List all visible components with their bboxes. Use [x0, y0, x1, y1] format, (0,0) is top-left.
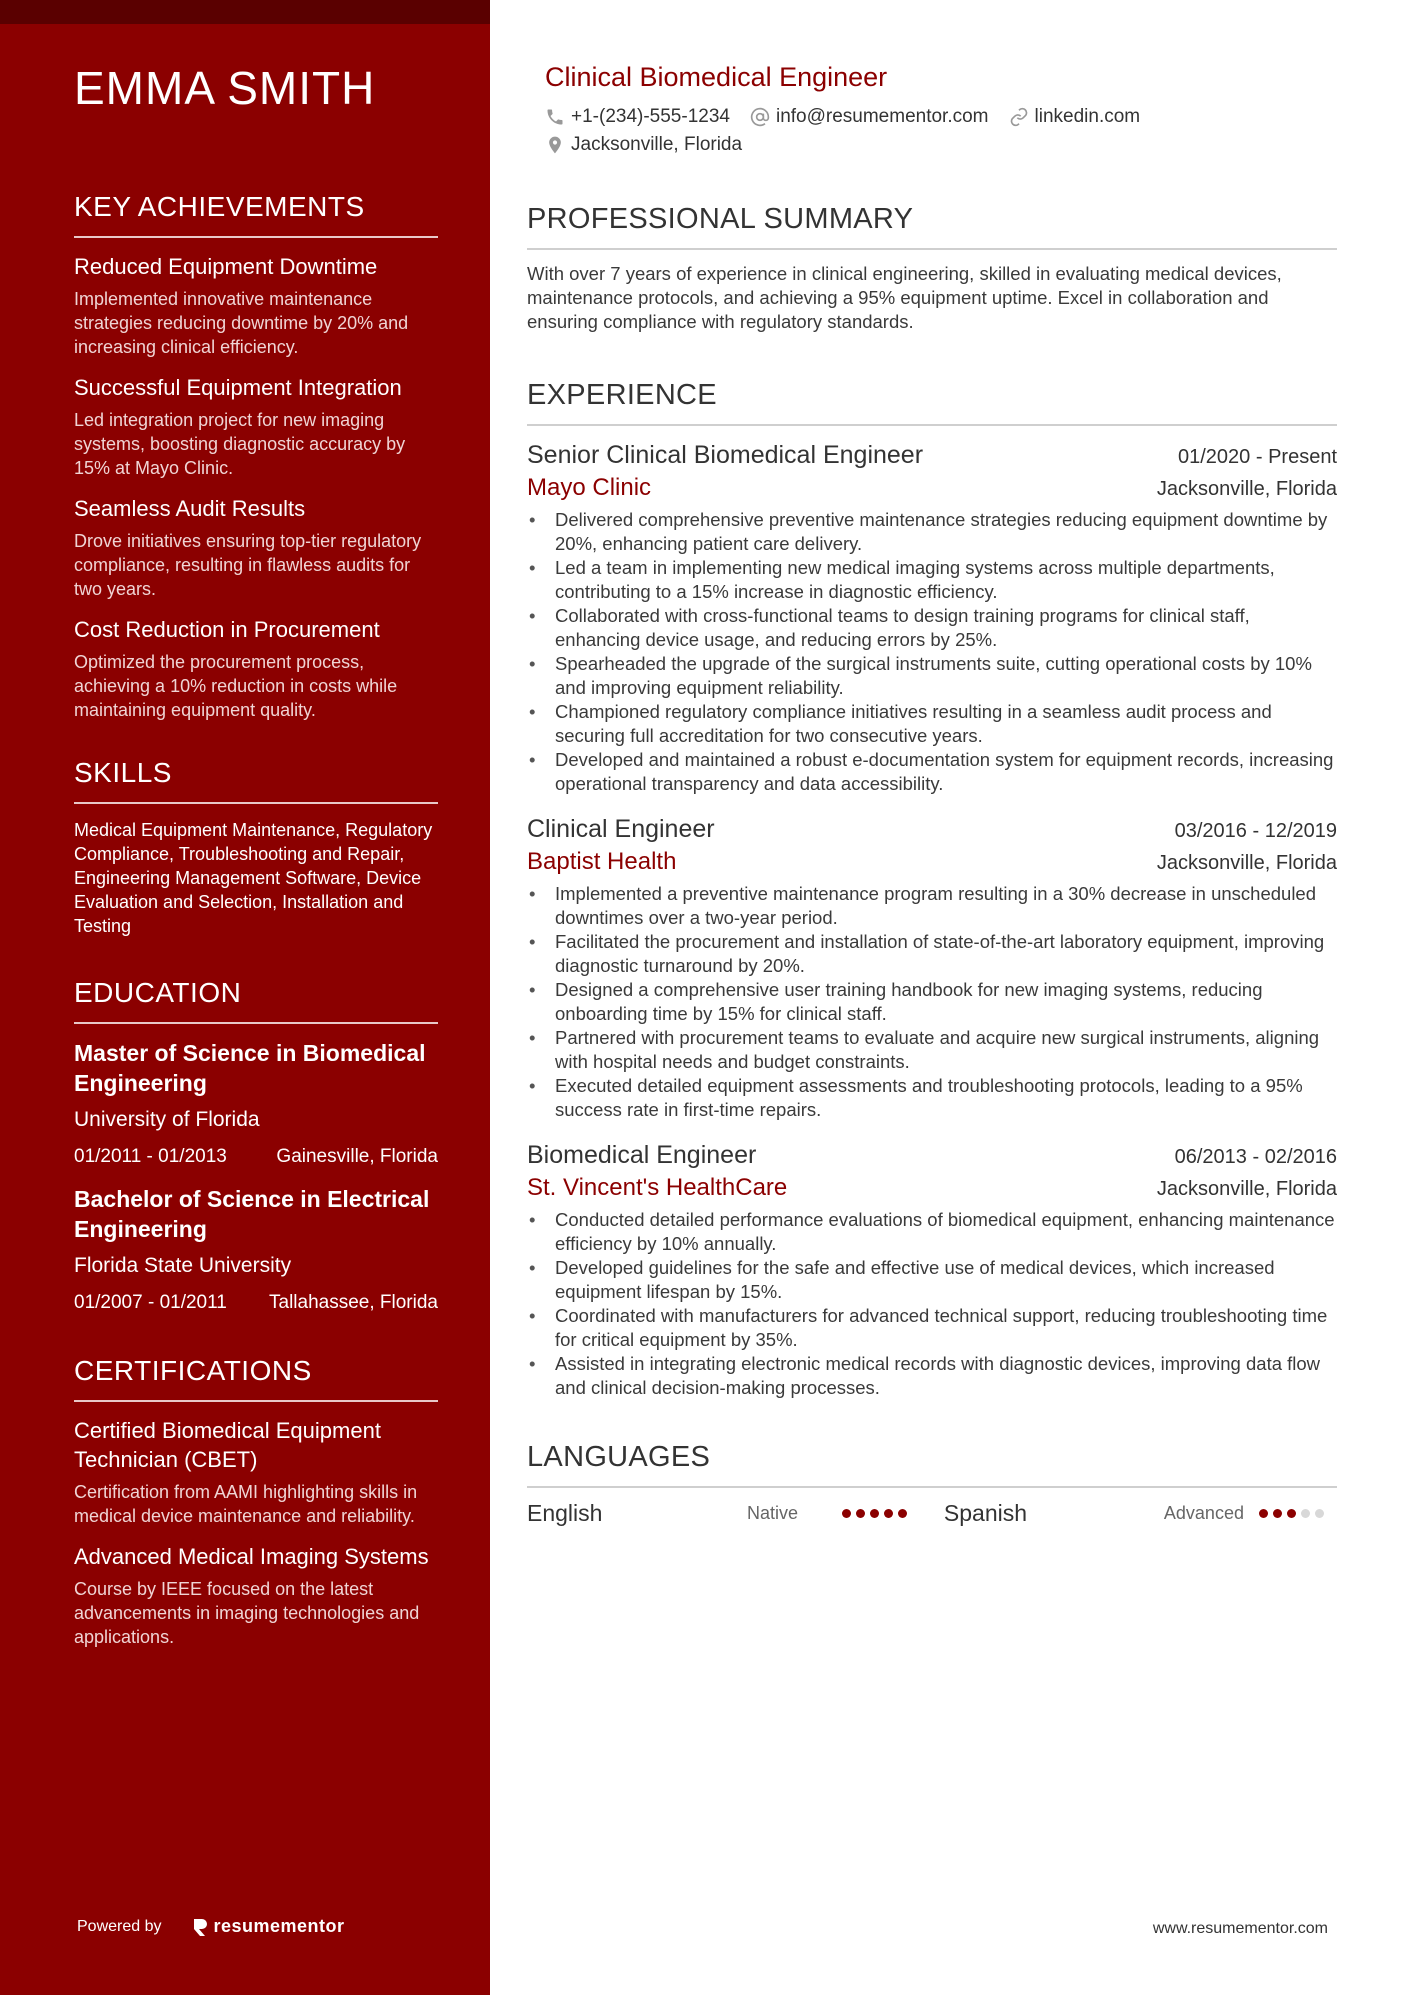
candidate-name: EMMA SMITH: [74, 62, 376, 114]
email-text: info@resumementor.com: [775, 106, 989, 127]
powered-by-label: Powered by: [77, 1917, 162, 1935]
experience-bullet: • Championed regulatory compliance initiatives resulting in a seamless audit process and securing full accreditation for two consecutive years.: [527, 700, 1337, 748]
experience-subheader: [527, 1172, 1337, 1204]
experience-header: [527, 812, 1337, 846]
experience-role: Biomedical Engineer: [527, 1141, 757, 1169]
phone-icon: [545, 107, 565, 127]
education-section: [74, 976, 438, 1316]
skills-section: [74, 756, 438, 938]
achievement-description: Implemented innovative maintenance strategies reducing downtime by 20% and increasing clinical efficiency.: [74, 289, 409, 357]
rating-dot-empty: [1315, 1509, 1324, 1518]
certifications-section: [74, 1354, 438, 1649]
experience-bullet: • Coordinated with manufacturers for advanced technical support, reducing troubleshooting time for critical equipment by 35%.: [527, 1304, 1337, 1352]
certifications-heading: CERTIFICATIONS: [74, 1354, 438, 1402]
rating-dot-filled: [1259, 1509, 1268, 1518]
achievement-item: [74, 494, 438, 601]
headline: Clinical Biomedical Engineer: [545, 62, 888, 92]
education-dates: 01/2007 - 01/2011: [74, 1292, 227, 1313]
certification-item: [74, 1416, 438, 1528]
experience-company: St. Vincent's HealthCare: [527, 1174, 788, 1201]
experience-bullets: [527, 1208, 1337, 1400]
certification-description: Course by IEEE focused on the latest advancements in imaging technologies and applications.: [74, 1579, 420, 1647]
language-level: Advanced: [1163, 1503, 1244, 1523]
education-item: [74, 1038, 438, 1170]
certification-item: [74, 1542, 438, 1649]
contact-row-1: [545, 104, 1337, 130]
contact-row-2: [545, 132, 1337, 158]
experience-company: Baptist Health: [527, 848, 677, 875]
experience-location: Jacksonville, Florida: [1156, 478, 1337, 500]
education-list: [74, 1038, 438, 1316]
rating-dot-filled: [884, 1509, 893, 1518]
skills-text: Medical Equipment Maintenance, Regulatory Compliance, Troubleshooting and Repair, Engineering Management Software, Device Evaluation and Selection, Installation and Testing: [74, 820, 433, 936]
education-location: Tallahassee, Florida: [269, 1292, 438, 1313]
sidebar-top-bar: [0, 0, 490, 24]
sidebar-content: [74, 60, 438, 1649]
achievement-title: Successful Equipment Integration: [74, 375, 402, 400]
achievements-section: [74, 190, 438, 722]
skills-heading: SKILLS: [74, 756, 438, 804]
language-item: [944, 1500, 1337, 1527]
experience-role: Senior Clinical Biomedical Engineer: [527, 441, 924, 469]
experience-dates: 06/2013 - 02/2016: [1174, 1146, 1337, 1168]
education-degree: Master of Science in Biomedical Engineering: [74, 1040, 426, 1096]
sidebar: [0, 0, 490, 1995]
achievements-heading: KEY ACHIEVEMENTS: [74, 190, 438, 238]
resumementor-logo-icon: [192, 1917, 208, 1937]
achievement-description: Optimized the procurement process, achieving a 10% reduction in costs while maintaining equipment quality.: [74, 652, 398, 720]
experience-bullet: • Delivered comprehensive preventive maintenance strategies reducing equipment downtime by 20%, enhancing patient care delivery.: [527, 508, 1337, 556]
experience-subheader: [527, 846, 1337, 878]
education-meta: [74, 1144, 438, 1170]
certification-title: Advanced Medical Imaging Systems: [74, 1544, 429, 1569]
language-level: Native: [747, 1503, 799, 1523]
experience-role: Clinical Engineer: [527, 815, 715, 843]
achievements-list: [74, 252, 438, 722]
experience-bullet: • Collaborated with cross-functional teams to design training programs for clinical staff, enhancing device usage, and reducing errors by 25%.: [527, 604, 1337, 652]
summary-section: [527, 202, 1337, 334]
location-text: Jacksonville, Florida: [571, 134, 743, 155]
rating-dot-filled: [856, 1509, 865, 1518]
education-heading: EDUCATION: [74, 976, 438, 1024]
language-item: [527, 1500, 930, 1527]
experience-bullet: • Executed detailed equipment assessments and troubleshooting protocols, leading to a 95% success rate in first-time repairs.: [527, 1074, 1337, 1122]
location-pin-icon: [545, 135, 565, 155]
powered-by-brand: resumementor: [213, 1916, 345, 1936]
languages-heading: LANGUAGES: [527, 1440, 1337, 1488]
contact-email[interactable]: [750, 104, 989, 130]
contact-linkedin[interactable]: [1009, 104, 1141, 130]
language-name: English: [527, 1500, 603, 1526]
footer-url[interactable]: www.resumementor.com: [1152, 1920, 1328, 1937]
experience-bullet: • Led a team in implementing new medical imaging systems across multiple departments, contributing to a 15% increase in diagnostic efficiency.: [527, 556, 1337, 604]
rating-dot-filled: [842, 1509, 851, 1518]
experience-location: Jacksonville, Florida: [1156, 852, 1337, 874]
achievement-title: Cost Reduction in Procurement: [74, 617, 380, 642]
linkedin-text: linkedin.com: [1034, 106, 1141, 127]
experience-heading: EXPERIENCE: [527, 378, 1337, 426]
powered-by: [77, 1916, 345, 1937]
rating-dot-filled: [870, 1509, 879, 1518]
experience-bullet: • Partnered with procurement teams to evaluate and acquire new surgical instruments, aligning with hospital needs and budget constraints.: [527, 1026, 1337, 1074]
achievement-description: Drove initiatives ensuring top-tier regulatory compliance, resulting in flawless audits for two years.: [74, 531, 422, 599]
education-item: [74, 1184, 438, 1316]
education-school: University of Florida: [74, 1108, 260, 1131]
education-degree: Bachelor of Science in Electrical Engineering: [74, 1186, 430, 1242]
contact-location: [545, 132, 742, 158]
language-name: Spanish: [943, 1500, 1028, 1526]
contact-phone[interactable]: [545, 104, 730, 130]
experience-bullet: • Spearheaded the upgrade of the surgical instruments suite, cutting operational costs by 10% and improving equipment reliability.: [527, 652, 1337, 700]
certification-description: Certification from AAMI highlighting skills in medical device maintenance and reliability.: [74, 1482, 418, 1526]
experience-bullet: • Facilitated the procurement and installation of state-of-the-art laboratory equipment, improving diagnostic turnaround by 20%.: [527, 930, 1337, 978]
experience-header: [527, 438, 1337, 472]
achievement-title: Reduced Equipment Downtime: [74, 254, 378, 279]
experience-item: [527, 438, 1337, 796]
rating-dot-filled: [1287, 1509, 1296, 1518]
experience-bullets: [527, 508, 1337, 796]
experience-subheader: [527, 472, 1337, 504]
rating-dot-empty: [1301, 1509, 1310, 1518]
achievement-item: [74, 373, 438, 480]
summary-heading: PROFESSIONAL SUMMARY: [527, 202, 1337, 250]
education-school: Florida State University: [74, 1254, 292, 1277]
achievement-description: Led integration project for new imaging systems, boosting diagnostic accuracy by 15% at Mayo Clinic.: [74, 410, 406, 478]
experience-dates: 01/2020 - Present: [1178, 446, 1337, 468]
experience-bullet: • Developed guidelines for the safe and effective use of medical devices, which increased equipment lifespan by 15%.: [527, 1256, 1337, 1304]
achievement-item: [74, 252, 438, 359]
experience-bullets: [527, 882, 1337, 1122]
achievement-title: Seamless Audit Results: [74, 496, 306, 521]
summary-text: With over 7 years of experience in clinical engineering, skilled in evaluating medical devices, maintenance protocols, and achieving a 95% equipment uptime. Excel in collaboration and ensuring compliance with regulatory standards.: [527, 263, 1282, 332]
at-sign-icon: [750, 107, 770, 127]
language-rating: [1259, 1509, 1329, 1518]
experience-list: [527, 438, 1337, 1400]
experience-location: Jacksonville, Florida: [1156, 1178, 1337, 1200]
experience-bullet: • Implemented a preventive maintenance program resulting in a 30% decrease in unscheduled downtimes over a two-year period.: [527, 882, 1337, 930]
experience-item: [527, 1138, 1337, 1400]
link-icon: [1009, 107, 1029, 127]
experience-company: Mayo Clinic: [527, 474, 652, 501]
experience-section: [527, 378, 1337, 1400]
languages-section: [527, 1440, 1337, 1527]
languages-list: [527, 1500, 1337, 1527]
education-location: Gainesville, Florida: [276, 1146, 438, 1167]
experience-bullet: • Designed a comprehensive user training handbook for new imaging systems, reducing onboarding time by 15% for clinical staff.: [527, 978, 1337, 1026]
experience-dates: 03/2016 - 12/2019: [1174, 820, 1337, 842]
achievement-item: [74, 615, 438, 722]
experience-bullet: • Conducted detailed performance evaluations of biomedical equipment, enhancing maintenance efficiency by 10% annually.: [527, 1208, 1337, 1256]
experience-bullet: • Assisted in integrating electronic medical records with diagnostic devices, improving data flow and clinical decision-making processes.: [527, 1352, 1337, 1400]
education-meta: [74, 1290, 438, 1316]
experience-bullet: • Developed and maintained a robust e-documentation system for equipment records, increasing operational transparency and data accessibility.: [527, 748, 1337, 796]
experience-header: [527, 1138, 1337, 1172]
certification-title: Certified Biomedical Equipment Technician (CBET): [74, 1418, 381, 1472]
language-rating: [842, 1509, 912, 1518]
main-content: [527, 60, 1337, 1527]
rating-dot-filled: [898, 1509, 907, 1518]
phone-text: +1-(234)-555-1234: [571, 106, 730, 127]
rating-dot-filled: [1273, 1509, 1282, 1518]
education-dates: 01/2011 - 01/2013: [74, 1146, 227, 1167]
experience-item: [527, 812, 1337, 1122]
certifications-list: [74, 1416, 438, 1649]
